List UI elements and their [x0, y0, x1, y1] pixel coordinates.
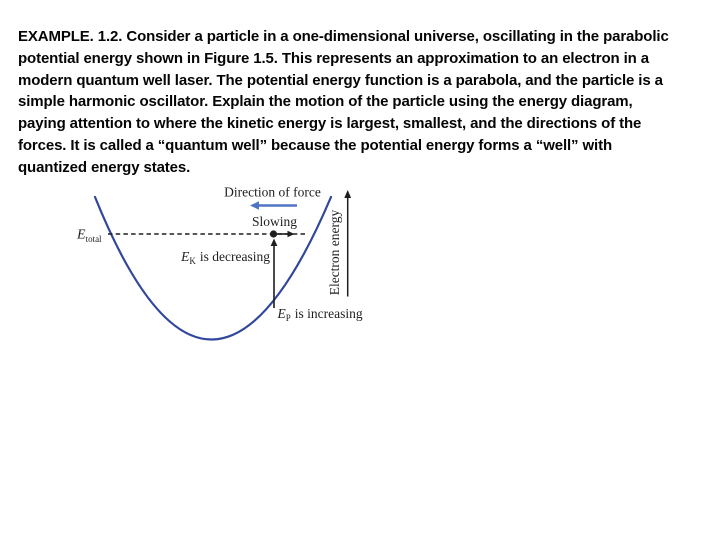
paragraph-line: modern quantum well laser. The potential energy function is a parabola, and the particle is a [18, 71, 663, 89]
energy-diagram-figure [55, 178, 375, 360]
energy-axis-arrowhead [344, 190, 351, 198]
e-total-symbol: E [77, 227, 86, 243]
direction-of-force-label: Direction of force [224, 184, 321, 200]
slide-text [18, 26, 708, 179]
ep-subscript: P [285, 313, 291, 323]
ep-increasing-label [277, 306, 363, 323]
paragraph-line: EXAMPLE. 1.2. Consider a particle in a one-dimensional universe, oscillating in the parabolic [18, 28, 669, 45]
paragraph-line: simple harmonic oscillator. Explain the motion of the particle using the energy diagram, [18, 93, 633, 111]
force-direction-arrowhead [250, 201, 259, 210]
slowing-label: Slowing [251, 214, 298, 229]
paragraph-line: quantized energy states. [18, 158, 191, 176]
particle-dot [270, 230, 277, 237]
ep-symbol: E [277, 306, 286, 321]
ep-text: is increasing [294, 306, 363, 321]
ek-decreasing-label [180, 249, 270, 266]
paragraph-line: paying attention to where the kinetic energy is largest, smallest, and the directions of the [18, 115, 642, 133]
paragraph-line: potential energy shown in Figure 1.5. This represents an approximation to an electron in a [18, 49, 649, 67]
ek-subscript: K [189, 256, 196, 266]
particle-velocity-arrowhead [288, 231, 295, 237]
ek-symbol: E [181, 249, 190, 264]
electron-energy-axis-label: Electron energy [326, 209, 342, 296]
kinetic-energy-arrowhead [271, 239, 278, 247]
e-total-label [76, 228, 102, 245]
e-total-subscript: total [85, 234, 102, 244]
ek-text: is decreasing [199, 249, 270, 264]
paragraph-line: forces. It is called a “quantum well” because the potential energy forms a “well” with [18, 136, 613, 154]
